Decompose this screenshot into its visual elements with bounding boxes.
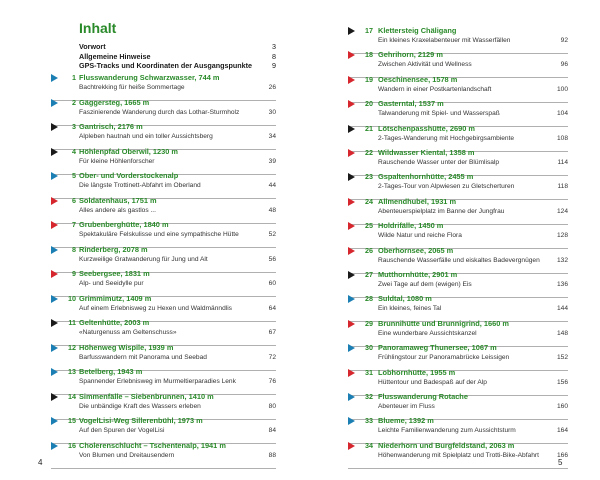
entry-page: 128 — [556, 232, 568, 240]
entry-title: Grubenberghütte, 1840 m — [79, 220, 169, 229]
entry-number: 9 — [72, 269, 76, 278]
entry-number: 33 — [365, 416, 373, 426]
entry-description: Wandern in einer Postkartenlandschaft — [378, 85, 492, 93]
toc-entry[interactable] — [0, 245, 300, 269]
toc-entry[interactable] — [300, 368, 600, 392]
toc-title: Inhalt — [79, 20, 117, 36]
toc-entry[interactable] — [0, 318, 300, 342]
front-matter-list — [79, 42, 276, 71]
entry-divider — [51, 468, 276, 469]
front-matter-label: Vorwort — [79, 42, 106, 51]
entry-number: 10 — [68, 293, 76, 303]
entry-description: Hüttentour und Badespaß auf der Alp — [378, 378, 487, 386]
page-number-left: 4 — [38, 458, 43, 467]
entry-description: Die unbändige Kraft des Wassers erleben — [79, 402, 201, 410]
entry-number: 8 — [72, 244, 76, 254]
entry-page: 92 — [560, 37, 568, 44]
entry-description: Alles andere als gastlos ... — [79, 206, 156, 214]
entry-page: 100 — [556, 85, 568, 93]
entry-page: 76 — [268, 378, 276, 385]
front-matter-item[interactable] — [79, 61, 276, 71]
right-page — [300, 0, 600, 480]
entry-page: 80 — [268, 402, 276, 410]
entry-title: Blueme, 1392 m — [378, 416, 434, 426]
entry-description: Abenteuer im Fluss — [378, 403, 435, 410]
entry-description: Barfusswandern mit Panorama und Seebad — [79, 353, 207, 361]
entry-title: Soldatenhaus, 1751 m — [79, 195, 157, 205]
entry-title: Ober- und Vorderstockenalp — [79, 171, 179, 180]
front-matter-label: Allgemeine Hinweise — [79, 51, 151, 61]
entry-title: Suldtal, 1080 m — [378, 294, 432, 304]
entry-page: 48 — [268, 206, 276, 214]
entry-number: 31 — [365, 367, 373, 377]
entry-description: Alpleben hautnah und ein toller Aussichtsberg — [79, 133, 213, 140]
entry-title: Simmenfälle – Siebenbrunnen, 1410 m — [79, 391, 214, 401]
entry-description: Die längste Trottinett-Abfahrt im Oberland — [79, 182, 201, 189]
toc-entry[interactable] — [300, 441, 600, 465]
entry-description: Kurzweilige Gratwanderung für Jung und Alt — [79, 255, 208, 263]
toc-entry[interactable] — [0, 441, 300, 465]
entry-page: 52 — [268, 231, 276, 238]
entry-title: Flusswanderung Schwarzwasser, 744 m — [79, 73, 220, 82]
entry-title: Panoramaweg Thunersee, 1067 m — [378, 343, 497, 353]
entry-number: 4 — [72, 146, 76, 156]
entry-title: Allmendhubel, 1931 m — [378, 196, 457, 206]
entry-description: Frühlingstour zur Panoramabrücke Leissigen — [378, 354, 510, 362]
entry-description: Von Blumen und Dreitausendern — [79, 451, 175, 459]
entry-description: Höhenwanderung mit Spielplatz und Trotti-Bike-Abfahrt — [378, 451, 539, 459]
toc-entry[interactable] — [300, 221, 600, 245]
front-matter-page: 8 — [272, 51, 276, 61]
entry-page: 84 — [268, 427, 276, 434]
entry-title: Mutthornhütte, 2901 m — [378, 270, 458, 279]
entry-number: 7 — [72, 220, 76, 229]
entry-page: 67 — [268, 329, 276, 336]
entry-description: Wilde Natur und reiche Flora — [378, 232, 462, 240]
entry-description: Rauschende Wasserfälle und eiskaltes Badevergnügen — [378, 256, 540, 264]
entry-title: Cholerenschlucht – Tschentenalp, 1941 m — [79, 440, 226, 450]
entry-number: 22 — [365, 148, 373, 157]
toc-entry[interactable] — [0, 171, 300, 195]
page-number-right: 5 — [558, 458, 563, 467]
toc-entry[interactable] — [0, 294, 300, 318]
toc-entry[interactable] — [0, 147, 300, 171]
entry-number: 19 — [365, 74, 373, 84]
entry-description: 2-Tages-Wanderung mit Hochgebirgsambiente — [378, 134, 515, 142]
entry-title: Niederhorn und Burgfeldstand, 2063 m — [378, 440, 515, 450]
entry-description: Zwischen Aktivität und Wellness — [378, 61, 472, 69]
entry-page: 64 — [268, 304, 276, 312]
entry-title: Wildwasser Kiental, 1358 m — [378, 148, 475, 157]
entry-page: 152 — [556, 354, 568, 362]
entry-description: Auf den Spuren der VogelLisi — [79, 427, 165, 434]
entry-title: Klettersteig Chäligang — [378, 26, 457, 35]
entry-number: 29 — [365, 318, 373, 328]
toc-entry[interactable] — [300, 172, 600, 196]
entry-number: 20 — [365, 99, 373, 109]
toc-entry[interactable] — [0, 416, 300, 440]
entry-title: Betelberg, 1943 m — [79, 367, 143, 376]
entry-title: Oberhornsee, 2065 m — [378, 245, 454, 255]
entry-number: 2 — [72, 97, 76, 107]
toc-entry[interactable] — [300, 75, 600, 99]
entry-number: 13 — [68, 367, 76, 376]
entry-number: 27 — [365, 270, 373, 279]
entry-number: 3 — [72, 122, 76, 131]
entry-page: 39 — [268, 157, 276, 165]
toc-entry[interactable] — [0, 196, 300, 220]
toc-entry[interactable] — [300, 99, 600, 123]
entry-page: 136 — [556, 281, 568, 288]
entry-title: Lötschenpasshütte, 2690 m — [378, 123, 475, 133]
entry-number: 26 — [365, 245, 373, 255]
entry-description: Talwanderung mit Spiel- und Wasserspaß — [378, 110, 500, 118]
entry-number: 34 — [365, 440, 373, 450]
entry-title: Grimmimutz, 1409 m — [79, 293, 152, 303]
entry-number: 30 — [365, 343, 373, 353]
toc-entry[interactable] — [0, 367, 300, 391]
entry-description: Auf einem Erlebnisweg zu Hexen und Waldmänndlis — [79, 304, 232, 312]
toc-entry[interactable] — [0, 392, 300, 416]
entry-description: Für kleine Höhlenforscher — [79, 157, 155, 165]
entry-description: Zwei Tage auf dem (ewigen) Eis — [378, 281, 472, 288]
entry-page: 56 — [268, 255, 276, 263]
entry-description: Ein kleines, feines Tal — [378, 305, 442, 313]
entry-title: Geltenhütte, 2003 m — [79, 318, 150, 327]
entry-number: 5 — [72, 171, 76, 180]
entry-page: 164 — [556, 427, 568, 435]
toc-entry[interactable] — [0, 220, 300, 244]
entry-number: 24 — [365, 196, 373, 206]
toc-entry[interactable] — [300, 148, 600, 172]
toc-entry[interactable] — [300, 294, 600, 318]
entry-title: Gasterntal, 1537 m — [378, 99, 444, 109]
entry-page: 156 — [556, 378, 568, 386]
toc-entry[interactable] — [300, 124, 600, 148]
entry-description: Eine wunderbare Aussichtskanzel — [378, 329, 477, 337]
entry-number: 32 — [365, 392, 373, 401]
entry-number: 17 — [365, 26, 373, 35]
toc-entry[interactable] — [0, 122, 300, 146]
entry-description: Spannender Erlebnisweg im Murmeltierparadies Lenk — [79, 378, 236, 385]
entry-description: 2-Tages-Tour von Alpwiesen zu Gletscherturen — [378, 183, 515, 191]
toc-entry[interactable] — [300, 392, 600, 416]
entry-description: Leichte Familienwanderung zum Aussichtsturm — [378, 427, 516, 435]
entry-title: Brunnihütte und Brunnigrind, 1660 m — [378, 318, 509, 328]
entry-page: 44 — [268, 182, 276, 189]
entry-description: Ein kleines Kraxelabenteuer mit Wasserfällen — [378, 37, 511, 44]
entry-title: Flusswanderung Rotache — [378, 392, 468, 401]
toc-entry[interactable] — [0, 73, 300, 97]
entry-number: 6 — [72, 195, 76, 205]
entry-title: Höhlenpfad Oberwil, 1230 m — [79, 146, 178, 156]
entry-number: 1 — [72, 73, 76, 82]
entry-page: 108 — [556, 134, 568, 142]
entry-number: 18 — [365, 50, 373, 60]
toc-entry[interactable] — [300, 416, 600, 440]
toc-entry[interactable] — [300, 343, 600, 367]
entry-page: 88 — [268, 451, 276, 459]
entry-title: Holdrifälle, 1450 m — [378, 221, 444, 231]
entry-page: 166 — [556, 451, 568, 459]
entry-number: 21 — [365, 123, 373, 133]
entry-page: 96 — [560, 61, 568, 69]
entry-number: 16 — [68, 440, 76, 450]
entry-page: 72 — [268, 353, 276, 361]
toc-entry[interactable] — [0, 269, 300, 293]
entry-number: 15 — [68, 416, 76, 425]
entry-description: Alp- und Seeidylle pur — [79, 280, 144, 287]
entry-title: Gantrisch, 2176 m — [79, 122, 143, 131]
front-matter-page: 3 — [272, 42, 276, 51]
front-matter-item[interactable] — [79, 42, 276, 52]
entry-page: 34 — [268, 133, 276, 140]
entry-title: VogelLisi-Weg Sillerenbühl, 1973 m — [79, 416, 203, 425]
toc-entry[interactable] — [300, 26, 600, 50]
entry-title: Gäggersteg, 1665 m — [79, 97, 150, 107]
entry-number: 14 — [68, 391, 76, 401]
entry-page: 148 — [556, 329, 568, 337]
entry-description: Abenteuerspielplatz im Banne der Jungfrau — [378, 207, 505, 215]
entry-title: Gspaltenhornhütte, 2455 m — [378, 172, 474, 182]
toc-entry[interactable] — [300, 270, 600, 294]
entry-description: Bachtrekking für heiße Sommertage — [79, 84, 185, 91]
entry-number: 12 — [68, 342, 76, 352]
front-matter-page: 9 — [272, 61, 276, 70]
entry-page: 144 — [556, 305, 568, 313]
entry-page: 104 — [556, 110, 568, 118]
entry-title: Rinderberg, 2078 m — [79, 244, 148, 254]
toc-entry[interactable] — [300, 50, 600, 74]
entry-page: 114 — [557, 159, 568, 166]
entry-page: 132 — [556, 256, 568, 264]
entry-number: 23 — [365, 172, 373, 182]
entry-title: Lobhornhütte, 1955 m — [378, 367, 456, 377]
toc-entry[interactable] — [0, 343, 300, 367]
entry-title: Oeschinensee, 1578 m — [378, 74, 458, 84]
entry-divider — [348, 468, 568, 469]
entry-title: Höhenweg Wispile, 1939 m — [79, 342, 174, 352]
entry-description: «Naturgenuss am Geltenschuss» — [79, 329, 177, 336]
toc-entry[interactable] — [300, 246, 600, 270]
entry-number: 28 — [365, 294, 373, 304]
entry-page: 60 — [268, 280, 276, 287]
entry-number: 11 — [68, 318, 76, 327]
entry-page: 118 — [557, 183, 568, 191]
entry-title: Gehrihorn, 2129 m — [378, 50, 443, 60]
toc-entry[interactable] — [300, 197, 600, 221]
entry-title: Seebergsee, 1831 m — [79, 269, 150, 278]
entry-number: 25 — [365, 221, 373, 231]
entry-page: 30 — [268, 108, 276, 116]
entry-description: Faszinierende Wanderung durch das Lothar-Sturmholz — [79, 108, 240, 116]
toc-entry[interactable] — [300, 319, 600, 343]
entry-page: 160 — [556, 403, 568, 410]
toc-entry[interactable] — [0, 98, 300, 122]
front-matter-label: GPS-Tracks und Koordinaten der Ausgangspunkte — [79, 61, 253, 70]
entry-page: 26 — [268, 84, 276, 91]
entry-page: 124 — [556, 207, 568, 215]
entry-description: Spektakuläre Felskulisse und eine sympathische Hütte — [79, 231, 239, 238]
front-matter-item[interactable] — [79, 52, 276, 62]
entry-description: Rauschende Wasser unter der Blümlisalp — [378, 159, 500, 166]
